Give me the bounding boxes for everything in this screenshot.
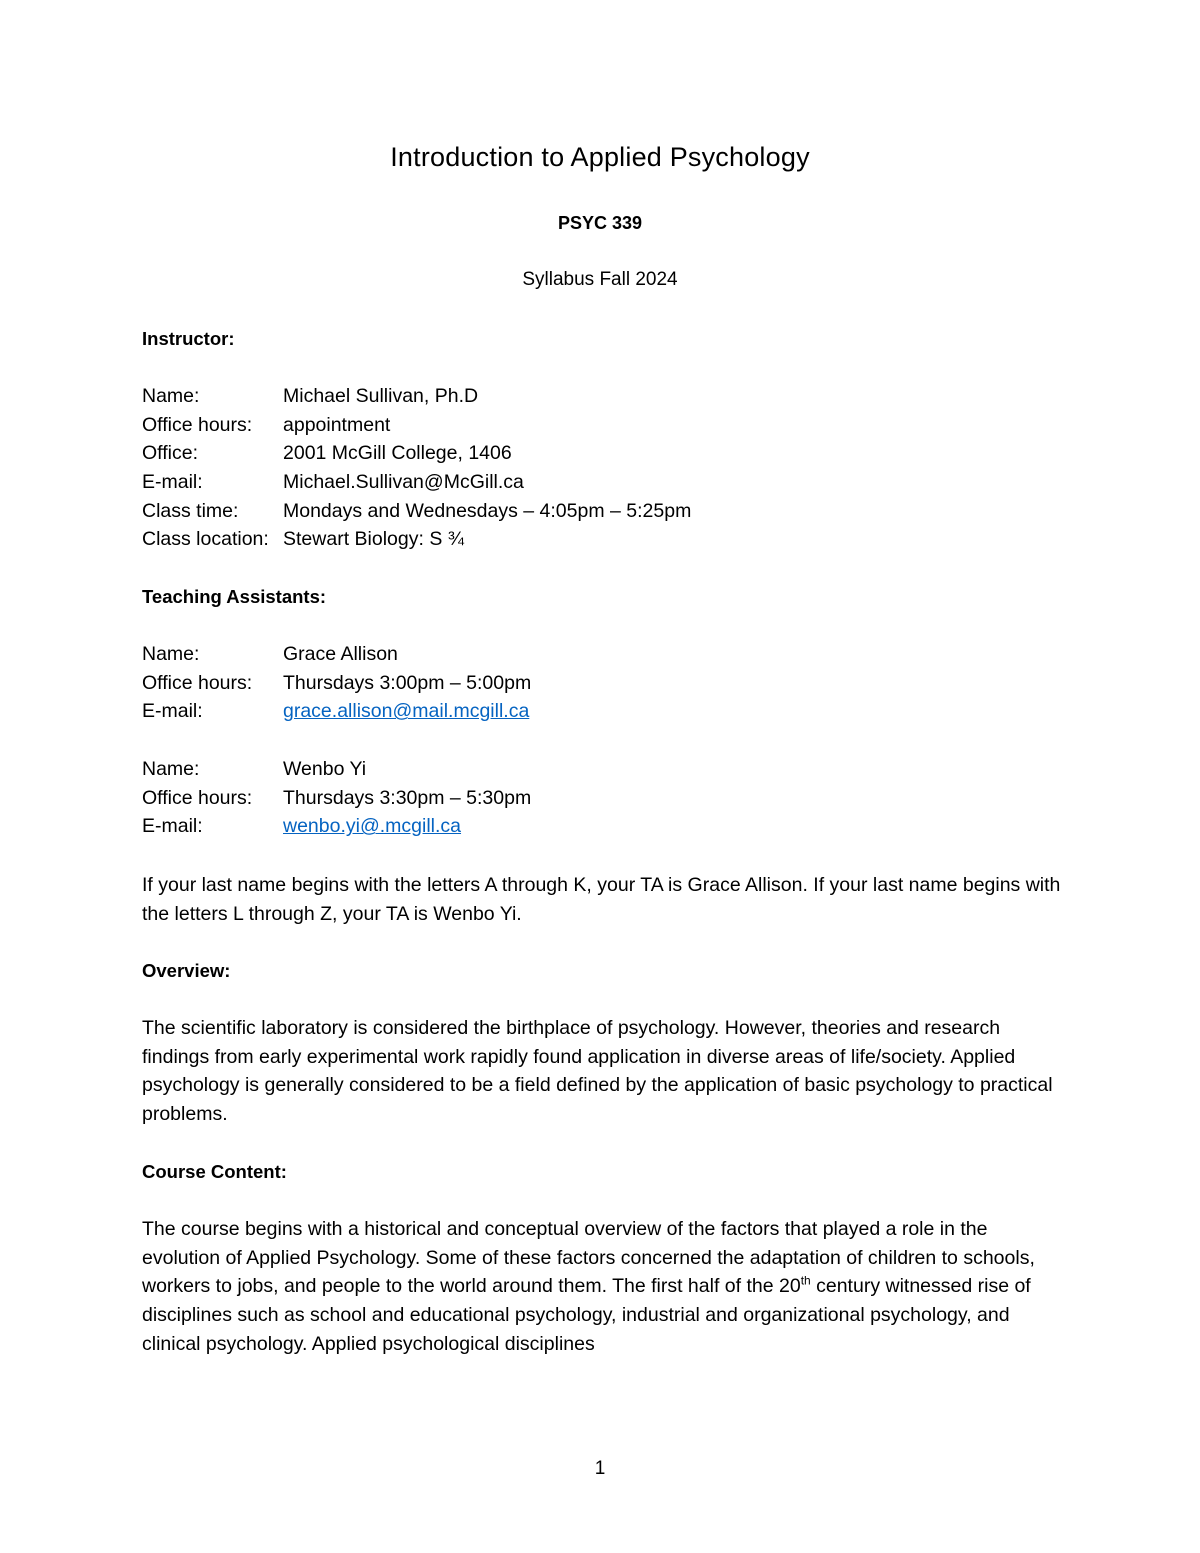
ta1-details — [142, 640, 1062, 726]
instructor-details — [142, 382, 1062, 554]
overview-heading: Overview: — [142, 960, 231, 981]
course-content-text-part1: The course begins with a historical and conceptual overview of the factors that played a role in the evolution of Applied Psychology. Some of these factors concerned the adaptation of children to schools, workers to jobs, and people to the world around them. The first half of the 20 — [142, 1218, 1035, 1298]
field-value: Michael.Sullivan@McGill.ca — [283, 471, 524, 494]
field-label: Office: — [142, 442, 198, 465]
instructor-row-office — [142, 439, 1062, 468]
page-number: 1 — [594, 1458, 606, 1479]
instructor-row-email — [142, 468, 1062, 497]
ta2-email-link[interactable]: wenbo.yi@.mcgill.ca — [283, 815, 462, 838]
field-label: Office hours: — [142, 786, 253, 809]
field-label: Office hours: — [142, 671, 253, 694]
ordinal-superscript: th — [800, 1273, 811, 1288]
course-content-text-block — [142, 1215, 1062, 1359]
course-content-heading-block — [142, 1158, 1062, 1187]
ta2-row-name — [142, 755, 1062, 784]
document-title: Introduction to Applied Psychology — [390, 142, 810, 172]
field-label: E-mail: — [142, 471, 203, 494]
course-code: PSYC 339 — [557, 213, 643, 233]
course-content-paragraph — [142, 1215, 1062, 1359]
field-value: Thursdays 3:00pm – 5:00pm — [283, 671, 532, 694]
overview-paragraph: The scientific laboratory is considered the birthplace of psychology. However, theories and research findings from early experimental work rapidly found application in diverse areas of life/society. Applied psychology is generally considered to be a field defined by the application of basic psychology to practical problems. — [142, 1017, 1053, 1126]
course-content-heading: Course Content: — [142, 1161, 287, 1182]
ta-heading-block — [142, 583, 1062, 612]
field-value: Grace Allison — [283, 643, 398, 665]
instructor-row-name — [142, 382, 1062, 411]
teaching-assistants-heading: Teaching Assistants: — [142, 586, 327, 607]
ta1-row-name — [142, 640, 1062, 669]
ta2-row-office-hours — [142, 784, 1062, 813]
ta1-row-office-hours — [142, 669, 1062, 698]
ta-assignment-note-block — [142, 871, 1062, 928]
instructor-row-class-location — [142, 525, 1062, 554]
ta1-email-link[interactable]: grace.allison@mail.mcgill.ca — [283, 700, 530, 723]
field-label: E-mail: — [142, 700, 203, 723]
field-value: Stewart Biology: S ¾ — [283, 528, 465, 551]
instructor-heading: Instructor: — [142, 328, 235, 349]
field-label: Name: — [142, 643, 200, 665]
field-label: E-mail: — [142, 815, 203, 838]
ta2-details — [142, 755, 1062, 841]
field-value: Thursdays 3:30pm – 5:30pm — [283, 786, 532, 809]
ta2-row-email — [142, 812, 1062, 841]
field-value: 2001 McGill College, 1406 — [283, 442, 512, 465]
field-label: Class time: — [142, 499, 239, 522]
syllabus-term: Syllabus Fall 2024 — [522, 269, 678, 290]
field-label: Office hours: — [142, 413, 253, 436]
instructor-row-class-time — [142, 497, 1062, 526]
field-value: Mondays and Wednesdays – 4:05pm – 5:25pm — [283, 499, 692, 522]
overview-text-block — [142, 1014, 1062, 1129]
ta1-row-email — [142, 697, 1062, 726]
field-label: Class location: — [142, 528, 269, 551]
field-value: appointment — [283, 413, 391, 436]
field-label: Name: — [142, 758, 200, 780]
field-label: Name: — [142, 385, 200, 407]
field-value: Michael Sullivan, Ph.D — [283, 385, 479, 407]
overview-heading-block — [142, 957, 1062, 986]
field-value: Wenbo Yi — [283, 758, 367, 780]
course-content-text-part2: century witnessed rise of disciplines such as school and educational psychology, industrial and organizational psychology, and clinical psychology. Applied psychological disciplines — [142, 1275, 1031, 1355]
instructor-row-office-hours — [142, 411, 1062, 440]
instructor-heading-block — [142, 325, 1062, 354]
ta-assignment-note: If your last name begins with the letters A through K, your TA is Grace Allison. If your last name begins with the letters L through Z, your TA is Wenbo Yi. — [142, 874, 1061, 925]
